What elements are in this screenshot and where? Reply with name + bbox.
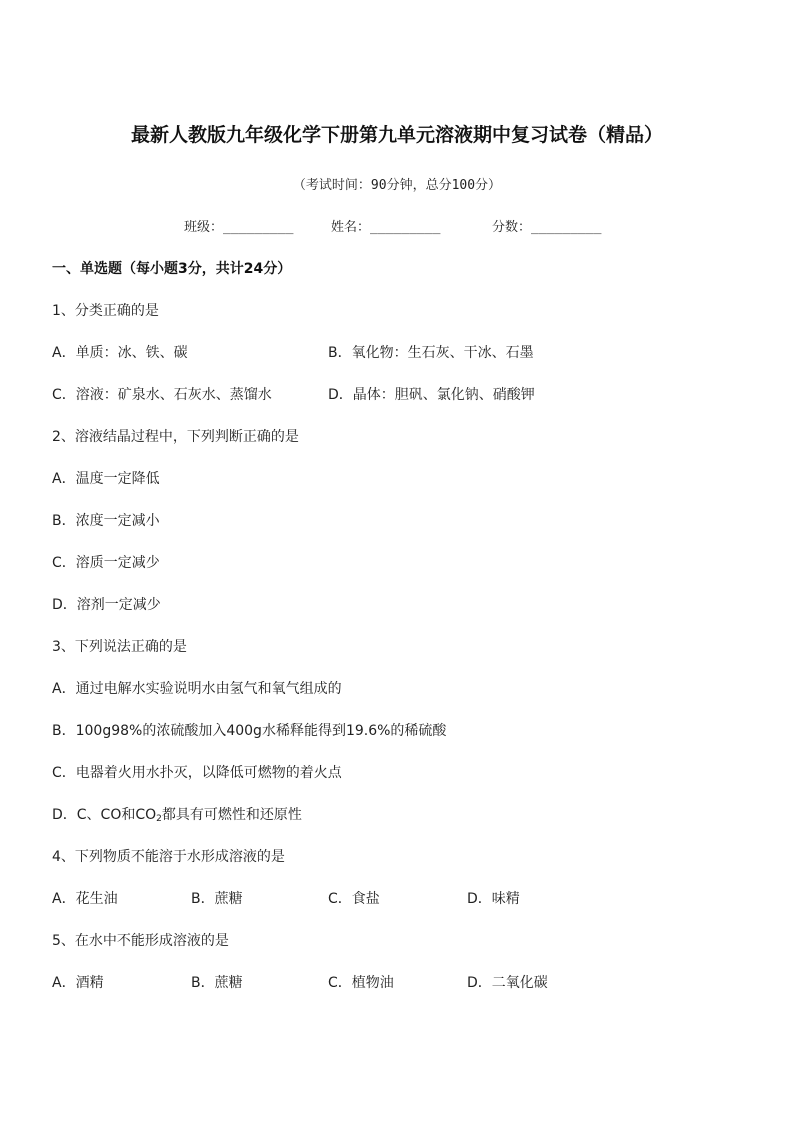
- question-5-options: [52, 972, 752, 992]
- q1-option-d: D．晶体：胆矾、氯化钠、硝酸钾: [328, 387, 535, 403]
- question-2-stem: 2、溶液结晶过程中，下列判断正确的是: [52, 429, 299, 445]
- q3-option-c: C．电器着火用水扑灭，以降低可燃物的着火点: [52, 765, 342, 781]
- question-1-options-row-1: [52, 342, 752, 362]
- class-field: 班级：_________: [184, 220, 294, 235]
- q2-option-c: C．溶质一定减少: [52, 555, 160, 571]
- q5-option-b: B．蔗糖: [191, 975, 243, 991]
- q3-option-d-prefix: D．C、CO和CO: [52, 807, 157, 823]
- q3-option-b: B．100g98%的浓硫酸加入400g水稀释能得到19.6%的稀硫酸: [52, 723, 447, 739]
- q4-option-a: A．花生油: [52, 891, 118, 907]
- q5-option-c: C．植物油: [328, 975, 394, 991]
- q3-option-a: A．通过电解水实验说明水由氢气和氧气组成的: [52, 681, 342, 697]
- question-4-stem: 4、下列物质不能溶于水形成溶液的是: [52, 849, 285, 865]
- q3-option-d-subscript: 2: [156, 814, 162, 824]
- question-1-options-row-2: [52, 384, 752, 404]
- question-1-stem: 1、分类正确的是: [52, 303, 159, 319]
- question-3-stem: 3、下列说法正确的是: [52, 639, 187, 655]
- q4-option-c: C．食盐: [328, 891, 380, 907]
- q1-option-b: B．氧化物：生石灰、干冰、石墨: [328, 345, 534, 361]
- q1-option-a: A．单质：冰、铁、碳: [52, 345, 188, 361]
- section-heading: 一、单选题（每小题3分，共计24分）: [52, 261, 292, 277]
- q2-option-b: B．浓度一定减小: [52, 513, 160, 529]
- score-field: 分数：_________: [492, 220, 602, 235]
- q1-option-c: C．溶液：矿泉水、石灰水、蒸馏水: [52, 387, 272, 403]
- q2-option-d: D．溶剂一定减少: [52, 597, 161, 613]
- question-4-options: [52, 888, 752, 908]
- q2-option-a: A．温度一定降低: [52, 471, 160, 487]
- question-5-stem: 5、在水中不能形成溶液的是: [52, 933, 229, 949]
- q3-option-d: [52, 804, 302, 824]
- q3-option-d-suffix: 都具有可燃性和还原性: [161, 807, 302, 823]
- q4-option-d: D．味精: [467, 891, 520, 907]
- name-field: 姓名：_________: [331, 220, 441, 235]
- q4-option-b: B．蔗糖: [191, 891, 243, 907]
- exam-title: 最新人教版九年级化学下册第九单元溶液期中复习试卷（精品）: [130, 124, 663, 146]
- q5-option-a: A．酒精: [52, 975, 104, 991]
- student-info-line: [0, 216, 794, 236]
- exam-subtitle: （考试时间：90分钟，总分100分）: [292, 178, 502, 193]
- q5-option-d: D．二氧化碳: [467, 975, 548, 991]
